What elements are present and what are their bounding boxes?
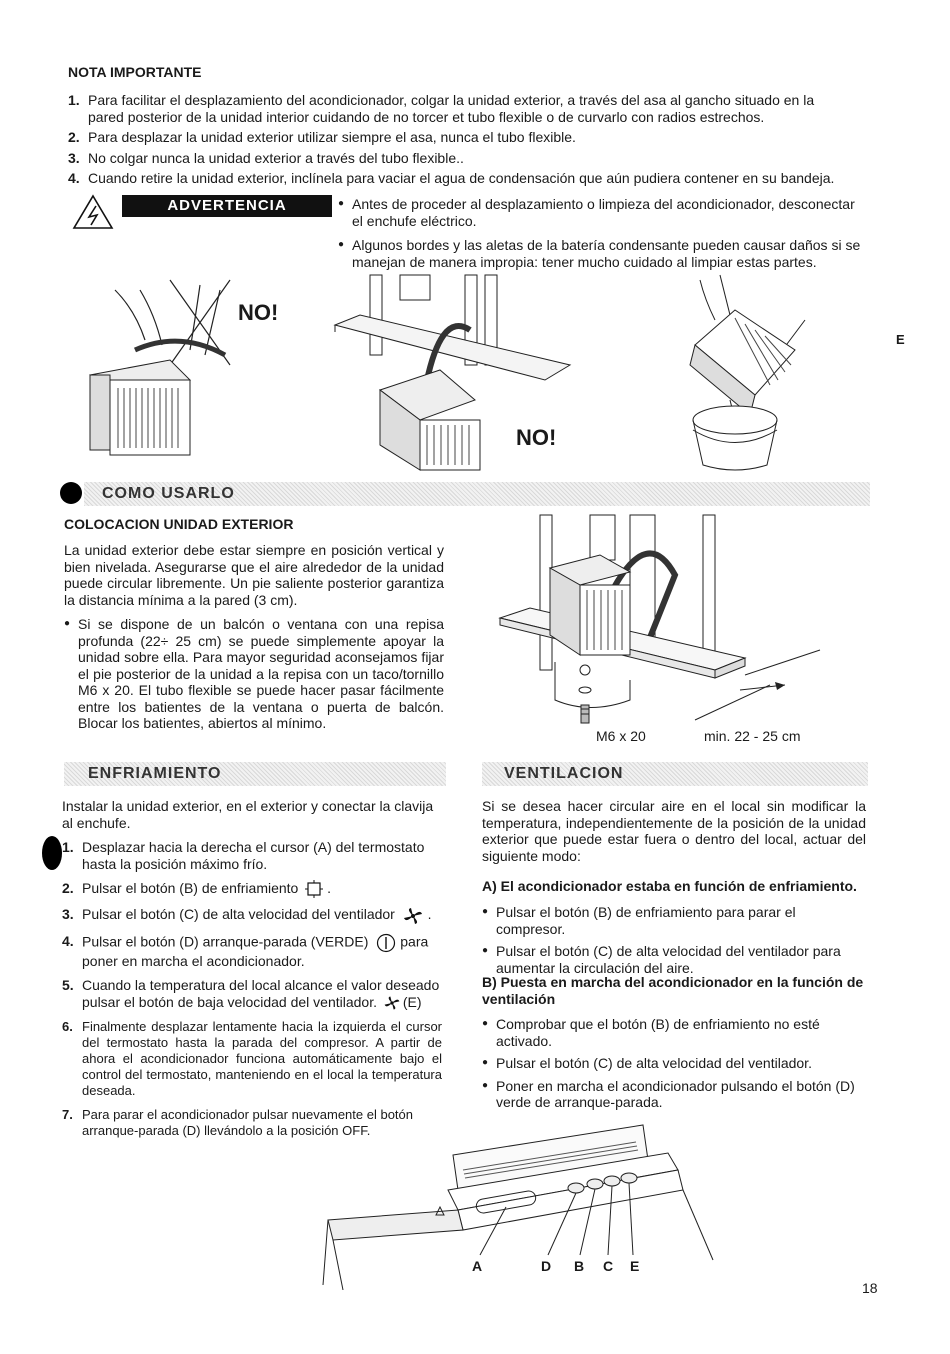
como-paragraph: La unidad exterior debe estar siempre en posición vertical y bien nivelada. Asegurarse que el aire alrededor de la unidad puede circular libremente. Un pie saliente posterior garantiza la distancia mínima a la pared (3 cm). <box>64 542 444 608</box>
ventilacion-b-bullets <box>482 1016 866 1111</box>
ventilacion-intro: Si se desea hacer circular aire en el local sin modificar la temperatura, independientemente de la posición de la unidad exterior que puede estar fuera o dentro del local, actuar del siguiente modo: <box>482 798 866 864</box>
page-number: 18 <box>862 1280 878 1296</box>
list-item: 1. Desplazar hacia la derecha el cursor (A) del termostato hasta la posición máximo frío. <box>62 839 425 872</box>
list-item: 2. Pulsar el botón (B) de enfriamiento . <box>62 880 442 898</box>
no-label: NO! <box>516 425 557 450</box>
list-item: 3. No colgar nunca la unidad exterior a través del tubo flexible.. <box>68 149 464 166</box>
panel-label-a: A <box>472 1258 483 1274</box>
snowflake-cooling-icon <box>305 880 323 898</box>
list-item: ● Poner en marcha el acondicionador pulsando el botón (D) verde de arranque-parada. <box>482 1078 866 1111</box>
nota-list <box>68 92 868 187</box>
section-heading: COMO USARLO <box>102 485 235 502</box>
panel-label-b: B <box>574 1258 585 1274</box>
section-heading: ENFRIAMIENTO <box>88 765 222 782</box>
panel-label-e: E <box>630 1258 640 1274</box>
list-item: 4. Cuando retire la unidad exterior, inclínela para vaciar el agua de condensación que aún pudiera contener en su bandeja. <box>68 170 835 186</box>
enfriamiento-list <box>62 839 442 1139</box>
section-bullet-icon <box>60 482 82 504</box>
side-tab-label: E <box>896 332 905 347</box>
power-button-icon <box>376 933 396 953</box>
section-bullet-icon <box>42 836 62 870</box>
list-item: ● Pulsar el botón (C) de alta velocidad del ventilador. <box>482 1055 866 1072</box>
figure-label-distance: min. 22 - 25 cm <box>704 728 801 744</box>
figure-label-screw: M6 x 20 <box>596 728 646 744</box>
list-item: ● Algunos bordes y las aletas de la batería condensante pueden causar daños si se manejan de manera impropia: tener mucho cuidado al limpiar estas partes. <box>338 237 868 270</box>
ventilacion-b-title: B) Puesta en marcha del acondicionador en la función de ventilación <box>482 974 864 1007</box>
nota-title: NOTA IMPORTANTE <box>68 64 202 80</box>
list-item: ● Antes de proceder al desplazamiento o limpieza del acondicionador, desconectar el enchufe eléctrico. <box>338 196 868 229</box>
section-heading: VENTILACION <box>504 765 624 782</box>
list-item: 4. Pulsar el botón (D) arranque-parada (VERDE) para poner en marcha el acondicionador. <box>62 932 429 969</box>
list-item: 3. Pulsar el botón (C) de alta velocidad del ventilador . <box>62 906 442 924</box>
ventilacion-a-bullets <box>482 904 866 976</box>
no-label: NO! <box>238 300 279 325</box>
panel-label-c: C <box>603 1258 614 1274</box>
como-banner <box>84 482 870 506</box>
list-item: ● Si se dispone de un balcón o ventana con una repisa profunda (22÷ 25 cm) se puede simplemente apoyar la unidad sobre ella. Para mayor seguridad aconsejamos fijar el pie posterior de la unidad a la repisa con un taco/tornillo M6 x 20. El tubo flexible se puede hacer pasar fácilmente entre los batientes de la ventana o puerta de balcón. Blocar los batientes, abiertos al mínimo. <box>64 616 444 732</box>
enfriamiento-intro: Instalar la unidad exterior, en el exterior y conectar la clavija al enchufe. <box>62 798 434 831</box>
list-item: 7. Para parar el acondicionador pulsar nuevamente el botón arranque-parada (D) llevándolo a la posición OFF. <box>62 1106 413 1138</box>
ventilacion-a-title: A) El acondicionador estaba en función de enfriamiento. <box>482 878 857 894</box>
list-item: 5. Cuando la temperatura del local alcance el valor deseado pulsar el botón de baja velocidad del ventilador. (E) <box>62 977 440 1010</box>
list-item: ● Pulsar el botón (C) de alta velocidad del ventilador para aumentar la circulación del aire. <box>482 943 866 976</box>
list-item: 1. Para facilitar el desplazamiento del acondicionador, colgar la unidad exterior, a través del asa al gancho situado en la pared posterior de la unidad interior cuidando de no torcer et tubo flexible o de curvarlo con radios estrechos. <box>68 92 815 125</box>
ventilacion-banner <box>482 762 868 786</box>
electric-warning-icon <box>72 194 114 230</box>
fan-high-speed-icon <box>402 907 424 925</box>
como-bullets <box>64 616 444 732</box>
figure-carry-by-tube <box>80 270 290 460</box>
advertencia-label: ADVERTENCIA <box>122 195 332 217</box>
enfriamiento-banner <box>64 762 446 786</box>
advertencia-bullets <box>338 196 868 270</box>
fan-low-speed-icon <box>383 995 401 1011</box>
figure-control-panel <box>318 1115 718 1290</box>
figure-drain-into-bucket <box>675 270 815 475</box>
figure-sill-installation <box>495 510 825 750</box>
subsection-title: COLOCACION UNIDAD EXTERIOR <box>64 516 294 532</box>
list-item: ● Pulsar el botón (B) de enfriamiento para parar el compresor. <box>482 904 866 937</box>
list-item: ● Comprobar que el botón (B) de enfriamiento no esté activado. <box>482 1016 866 1049</box>
list-item: 2. Para desplazar la unidad exterior utilizar siempre el asa, nunca el tubo flexible. <box>68 129 576 145</box>
panel-label-d: D <box>541 1258 552 1274</box>
list-item: 6. Finalmente desplazar lentamente hacia la izquierda el cursor del termostato hasta la parada del compresor. A partir de ahora el acondicionador funciona automáticamente bajo el control del termostato, manteniendo en el local la temperatura deseada. <box>62 1018 442 1098</box>
